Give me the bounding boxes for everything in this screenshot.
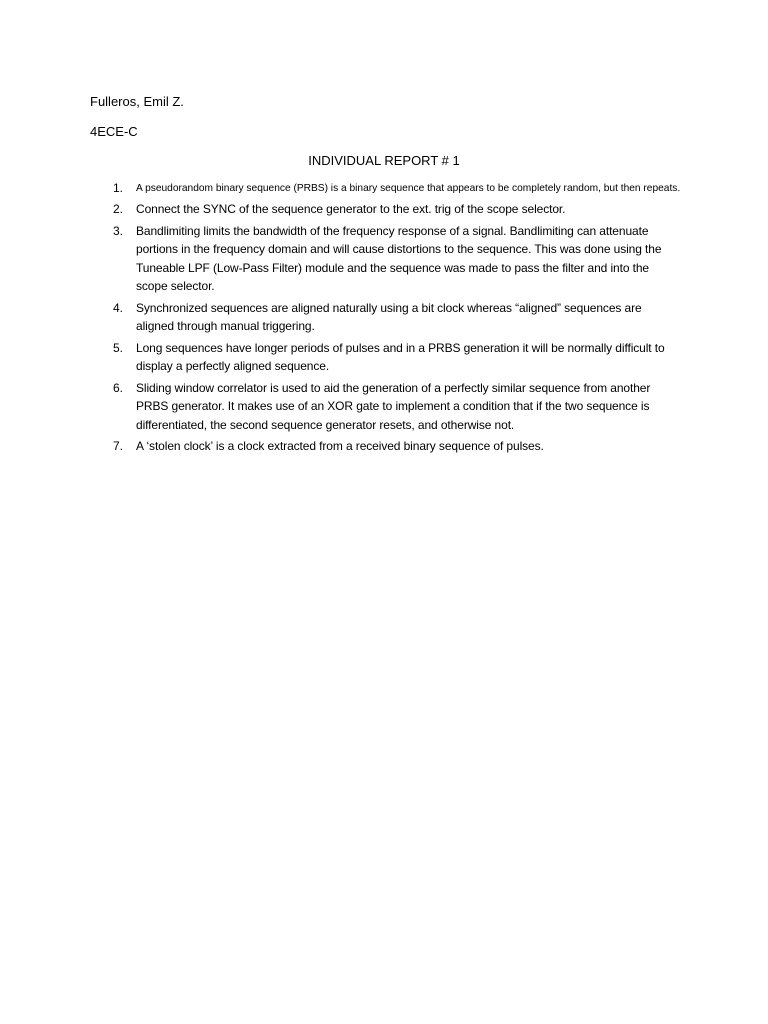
list-item-text: Long sequences have longer periods of pulses and in a PRBS generation it will be normally difficult to display a perfectly aligned sequence. [136, 340, 665, 373]
list-item-number: 6. [113, 380, 123, 395]
report-list [110, 180, 682, 459]
list-item-text: Synchronized sequences are aligned naturally using a bit clock whereas “aligned” sequences are aligned through manual triggering. [136, 300, 642, 333]
list-item-text: Sliding window correlator is used to aid the generation of a perfectly similar sequence from another PRBS generator. It makes use of an XOR gate to implement a condition that if the two sequence is differentiated, the second sequence generator resets, and otherwise not. [136, 380, 651, 432]
list-item-number: 7. [113, 439, 123, 453]
list-item-number: 5. [113, 340, 123, 355]
list-item-text: Bandlimiting limits the bandwidth of the frequency response of a signal. Bandlimiting can attenuate portions in the frequency domain and will cause distortions to the sequence. This was done using the Tuneable LPF (Low-Pass Filter) module and the sequence was made to pass the filter and into the scope selector. [136, 223, 662, 293]
list-item [110, 339, 682, 376]
list-item [110, 222, 682, 296]
list-item-text: Connect the SYNC of the sequence generator to the ext. trig of the scope selector. [136, 202, 566, 216]
list-item [110, 379, 682, 435]
list-item-number: 1. [113, 181, 124, 195]
report-title: INDIVIDUAL REPORT # 1 [308, 153, 460, 168]
list-item [110, 299, 682, 336]
list-item [110, 180, 682, 197]
list-item [110, 437, 682, 456]
author-name: Fulleros, Emil Z. [90, 94, 184, 109]
list-item-text: A ‘stolen clock’ is a clock extracted from a received binary sequence of pulses. [136, 439, 544, 453]
list-item-number: 3. [113, 223, 123, 238]
section-label: 4ECE-C [90, 124, 138, 139]
list-item-text: A pseudorandom binary sequence (PRBS) is a binary sequence that appears to be completely random, but then repeats. [136, 183, 681, 194]
list-item-number: 2. [113, 202, 123, 216]
list-item-number: 4. [113, 300, 123, 315]
list-item [110, 200, 682, 219]
